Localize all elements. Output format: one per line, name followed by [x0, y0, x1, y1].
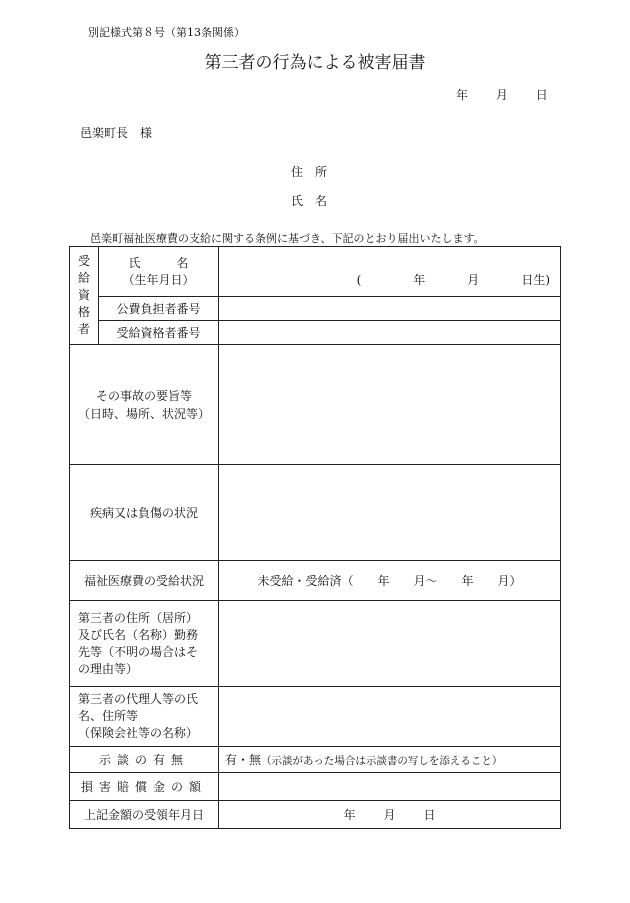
applicant-name-label: 氏 名 — [291, 194, 328, 208]
date-year-label: 年 — [456, 88, 469, 102]
page-title: 第三者の行為による被害届書 — [204, 53, 426, 73]
injury-status-label: 疾病又は負傷の状況 — [70, 465, 219, 561]
public-payer-number-label: 公費負担者番号 — [99, 297, 219, 321]
recipient-number-label: 受給資格者番号 — [99, 321, 219, 345]
damage-report-table — [69, 246, 561, 829]
accident-summary-label: その事故の要旨等 （日時、場所、状況等） — [70, 345, 219, 465]
compensation-field[interactable] — [219, 773, 561, 801]
settlement-label: 示談の有無 — [70, 747, 219, 773]
form-number-note: 別記様式第８号（第13条関係） — [88, 26, 245, 39]
intro-text: 邑楽町福祉医療費の支給に関する条例に基づき、下記のとおり届出いたします。 — [90, 232, 485, 245]
compensation-label: 損害賠償金の額 — [70, 773, 219, 801]
settlement-field[interactable] — [219, 747, 561, 773]
third-party-label: 第三者の住所（居所） 及び氏名（名称）勤務 先等（不明の場合はそ の理由等） — [70, 601, 219, 687]
date-month-label: 月 — [495, 88, 508, 102]
applicant-address-label: 住 所 — [291, 165, 328, 179]
agent-label: 第三者の代理人等の氏 名、住所等 （保険会社等の名称） — [70, 687, 219, 747]
recipient-name-label: 氏 名 （生年月日） — [99, 247, 219, 297]
date-day-label: 日 — [535, 88, 548, 102]
submission-date — [456, 86, 548, 103]
settlement-note: （示談があった場合は示談書の写しを添えること） — [261, 755, 503, 767]
receipt-status-label: 福祉医療費の受給状況 — [70, 561, 219, 601]
recipient-group-label: 受給資格者 — [70, 247, 99, 345]
public-payer-number-field[interactable] — [219, 297, 561, 321]
accident-summary-field[interactable] — [219, 345, 561, 465]
receipt-date-field[interactable]: 年 月 日 — [219, 801, 561, 829]
injury-status-field[interactable] — [219, 465, 561, 561]
agent-field[interactable] — [219, 687, 561, 747]
recipient-name-field[interactable]: ( 年 月 日生) — [219, 247, 561, 297]
receipt-date-label: 上記金額の受領年月日 — [70, 801, 219, 829]
third-party-field[interactable] — [219, 601, 561, 687]
recipient-number-field[interactable] — [219, 321, 561, 345]
addressee: 邑楽町長 様 — [80, 126, 153, 140]
receipt-status-field[interactable]: 未受給・受給済（ 年 月～ 年 月） — [219, 561, 561, 601]
settlement-value: 有・無 — [225, 753, 262, 767]
